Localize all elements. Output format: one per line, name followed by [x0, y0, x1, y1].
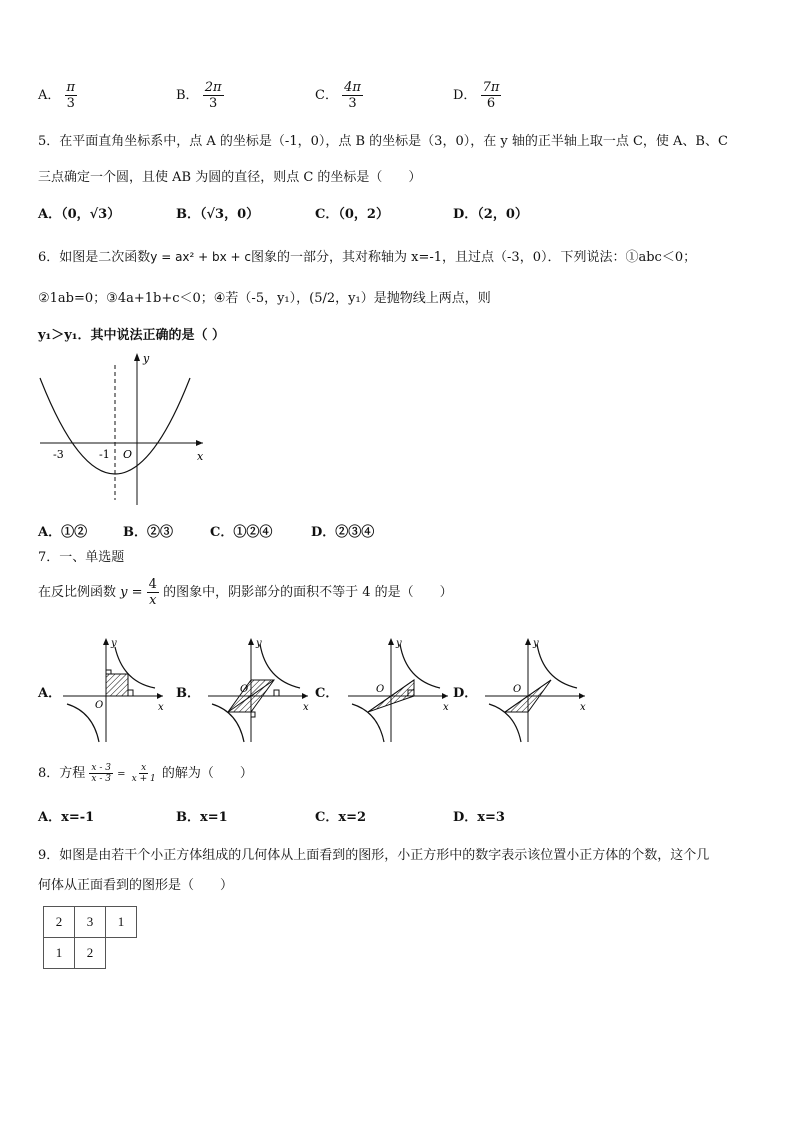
q4-option-c	[315, 80, 363, 111]
q4-option-b	[176, 80, 224, 111]
svg-text:y: y	[396, 638, 402, 649]
svg-text:O: O	[513, 684, 522, 695]
q9-grid-cell: 1	[44, 938, 75, 969]
q8-fraction-right: $\frac{x}{x + 1}$	[131, 763, 156, 784]
q6-y-label: y	[143, 352, 150, 365]
q7-header: 7．一、单选题	[38, 550, 125, 565]
q6-origin-label: O	[123, 448, 133, 461]
q5-option-a: A．（0，√3）	[38, 207, 121, 222]
q9-grid-cell: 1	[106, 907, 137, 938]
q7-stem: 在反比例函数 y = $\frac{4}{x}$ 的图象中，阴影部分的面积不等于 4 的是（ ）	[38, 577, 453, 608]
q4-option-d	[453, 80, 501, 111]
q6-stem-line2: ②1ab=0；③4a+1b+c＜0；④若（-5，y₁），(5/2，y₁）是抛物线上两点，则	[38, 291, 491, 306]
q9-grid-cell: 2	[44, 907, 75, 938]
q4-option-d-label: D．	[453, 88, 477, 103]
q8-option-d: D．x=3	[453, 810, 505, 825]
q8-option-a: A．x=-1	[38, 810, 95, 825]
q6-stem-line3: y₁＞y₁．其中说法正确的是（ ）	[38, 328, 226, 343]
svg-text:y: y	[256, 638, 262, 649]
q7-label-a: A．	[38, 686, 62, 701]
q6-function: y = ax² + bx + c	[150, 250, 252, 264]
q9-grid-row	[44, 907, 137, 938]
q5-stem-line2: 三点确定一个圆，且使 AB 为圆的直径，则点 C 的坐标是（ ）	[38, 170, 422, 185]
q4-option-a-label: A．	[38, 88, 61, 103]
q4-option-a-fraction: $\frac{\pi}{3}$	[66, 80, 76, 111]
svg-text:O: O	[95, 700, 104, 711]
svg-text:x: x	[580, 702, 586, 713]
q6-x-label: x	[197, 450, 204, 463]
q4-option-b-label: B．	[176, 88, 199, 103]
q5-option-c: C．（0，2）	[315, 207, 389, 222]
q9-grid-cell-empty	[106, 938, 137, 969]
q4-option-b-fraction: $\frac{2\pi}{3}$	[204, 80, 222, 111]
q4-option-c-label: C．	[315, 88, 338, 103]
q4-option-a	[38, 80, 77, 111]
q5-option-d: D．（2，0）	[453, 207, 528, 222]
q5-option-b: B．（√3，0）	[176, 207, 260, 222]
svg-text:x: x	[303, 702, 309, 713]
q7-graph-c	[348, 638, 449, 742]
q7-fraction: $\frac{4}{x}$	[148, 577, 157, 608]
q6-option-c: C．①②④	[210, 525, 273, 540]
svg-text:y: y	[111, 638, 117, 649]
q7-graphs	[55, 632, 595, 747]
q6-option-b: B．②③	[123, 525, 173, 540]
q9-stem-line1: 9．如图是由若干个小正方体组成的几何体从上面看到的图形，小正方形中的数字表示该位置小正方体的个数，这个几	[38, 848, 710, 863]
svg-text:O: O	[240, 684, 249, 695]
q8-stem: 8．方程 $\frac{x - 3}{x - 3}$ = $\frac{x}{x + 1}$ 的解为（ ）	[38, 763, 253, 784]
q6-tick-minus3: -3	[53, 448, 64, 461]
q7-label-c: C．	[315, 686, 339, 701]
q6-x-axis-arrow	[196, 440, 203, 446]
q7-graph-a	[63, 638, 164, 742]
q9-stem-line2: 何体从正面看到的图形是（ ）	[38, 878, 234, 893]
svg-text:y: y	[533, 638, 539, 649]
q7-label-b: B．	[176, 686, 200, 701]
q6-stem-line1: 6．如图是二次函数y = ax² + bx + c图象的一部分，其对称轴为 x=-1，且过点（-3，0）．下列说法：①abc＜0；	[38, 250, 697, 265]
q6-option-a: A．①②	[38, 525, 88, 540]
q4-option-d-fraction: $\frac{7\pi}{6}$	[482, 80, 500, 111]
q7-label-d: D．	[453, 686, 478, 701]
svg-text:x: x	[158, 702, 164, 713]
q8-option-b: B．x=1	[176, 810, 228, 825]
svg-text:O: O	[376, 684, 385, 695]
q8-fraction-left: $\frac{x - 3}{x - 3}$	[91, 763, 111, 784]
q9-grid-cell: 3	[75, 907, 106, 938]
q9-grid-cell: 2	[75, 938, 106, 969]
q6-option-d: D．②③④	[311, 525, 375, 540]
q9-grid-row	[44, 938, 137, 969]
q6-tick-minus1: -1	[99, 448, 110, 461]
svg-text:x: x	[443, 702, 449, 713]
q9-top-view-grid	[43, 906, 137, 969]
q7-graph-d	[485, 638, 586, 742]
q6-parabola-graph	[35, 350, 215, 510]
q6-y-axis-arrow	[134, 353, 140, 361]
q7-graph-b	[208, 638, 309, 742]
q5-stem-line1: 5．在平面直角坐标系中，点 A 的坐标是（-1，0），点 B 的坐标是（3，0），在 y 轴的正半轴上取一点 C，使 A、B、C	[38, 134, 728, 149]
q8-option-c: C．x=2	[315, 810, 367, 825]
q4-option-c-fraction: $\frac{4\pi}{3}$	[344, 80, 361, 111]
